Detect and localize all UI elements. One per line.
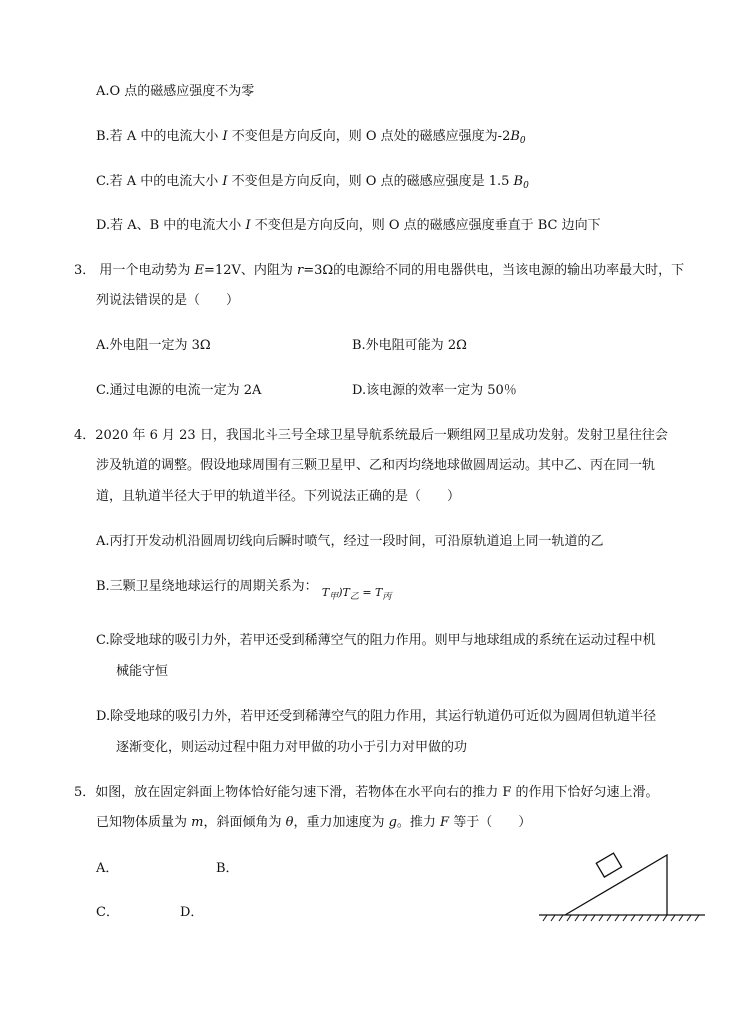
q3-stem-line1: 3． 用一个电动势为 E=12V、内阻为 r=3Ω的电源给不同的用电器供电，当该电源的输出功率最大时，下 [74,263,685,278]
q3-option-a: A.外电阻一定为 3Ω [96,338,211,353]
q4-option-b: B.三颗卫星绕地球运行的周期关系为： $T_甲)T_乙 = T_丙$ [96,578,391,600]
q5-option-a: A． [96,861,119,876]
ground-hatching [543,915,699,921]
block [596,853,621,877]
q4-stem-line3: 道，且轨道半径大于甲的轨道半径。下列说法正确的是（ ） [96,489,461,504]
incline-diagram [535,848,710,923]
q4-option-c-line1: C.除受地球的吸引力外，若甲还受到稀薄空气的阻力作用。则甲与地球组成的系统在运动过程中机 [96,633,656,648]
q2-option-c: C.若 A 中的电流大小 I 不变但是方向反向，则 O 点的磁感应强度是 1.5 $B_0$ [96,174,529,191]
q5-stem-line2: 已知物体质量为 m，斜面倾角为 θ，重力加速度为 g。推力 F 等于（ ） [96,815,532,830]
q2-option-d: D.若 A、B 中的电流大小 I 不变但是方向反向，则 O 点的磁感应强度垂直于 BC 边向下 [96,218,601,233]
q4-option-c-line2: 械能守恒 [116,664,169,679]
q3-option-b: B.外电阻可能为 2Ω [352,338,467,353]
q4-period-formula: $T_甲)T_乙 = T_丙$ [321,586,392,602]
q5-option-d: D． [180,905,204,920]
q4-option-a: A.丙打开发动机沿圆周切线向后瞬时喷气，经过一段时间，可沿原轨道追上同一轨道的乙 [96,534,604,549]
q2-option-a: A.O 点的磁感应强度不为零 [96,84,255,99]
q3-option-c: C.通过电源的电流一定为 2A [96,383,262,398]
q5-option-b: B． [216,861,239,876]
q3-stem-line2: 列说法错误的是（ ） [96,293,240,308]
q4-stem-line2: 涉及轨道的调整。假设地球周围有三颗卫星甲、乙和丙均绕地球做圆周运动。其中乙、丙在同一轨 [96,458,656,473]
q5-option-c: C． [96,905,119,920]
q5-stem-line1: 5．如图，放在固定斜面上物体恰好能匀速下滑，若物体在水平向右的推力 F 的作用下恰好匀速上滑。 [74,785,659,800]
q2-option-b: B.若 A 中的电流大小 I 不变但是方向反向，则 O 点处的磁感应强度为$-2B_0$ [96,129,526,146]
q4-stem-line1: 4．2020 年 6 月 23 日，我国北斗三号全球卫星导航系统最后一颗组网卫星成功发射。发射卫星往往会 [74,428,668,443]
q3-option-d: D.该电源的效率一定为 50％ [352,383,517,398]
q4-option-d-line2: 逐渐变化，则运动过程中阻力对甲做的功小于引力对甲做的功 [116,740,468,755]
q4-option-d-line1: D.除受地球的吸引力外，若甲还受到稀薄空气的阻力作用，其运行轨道仍可近似为圆周但轨道半径 [96,709,657,724]
